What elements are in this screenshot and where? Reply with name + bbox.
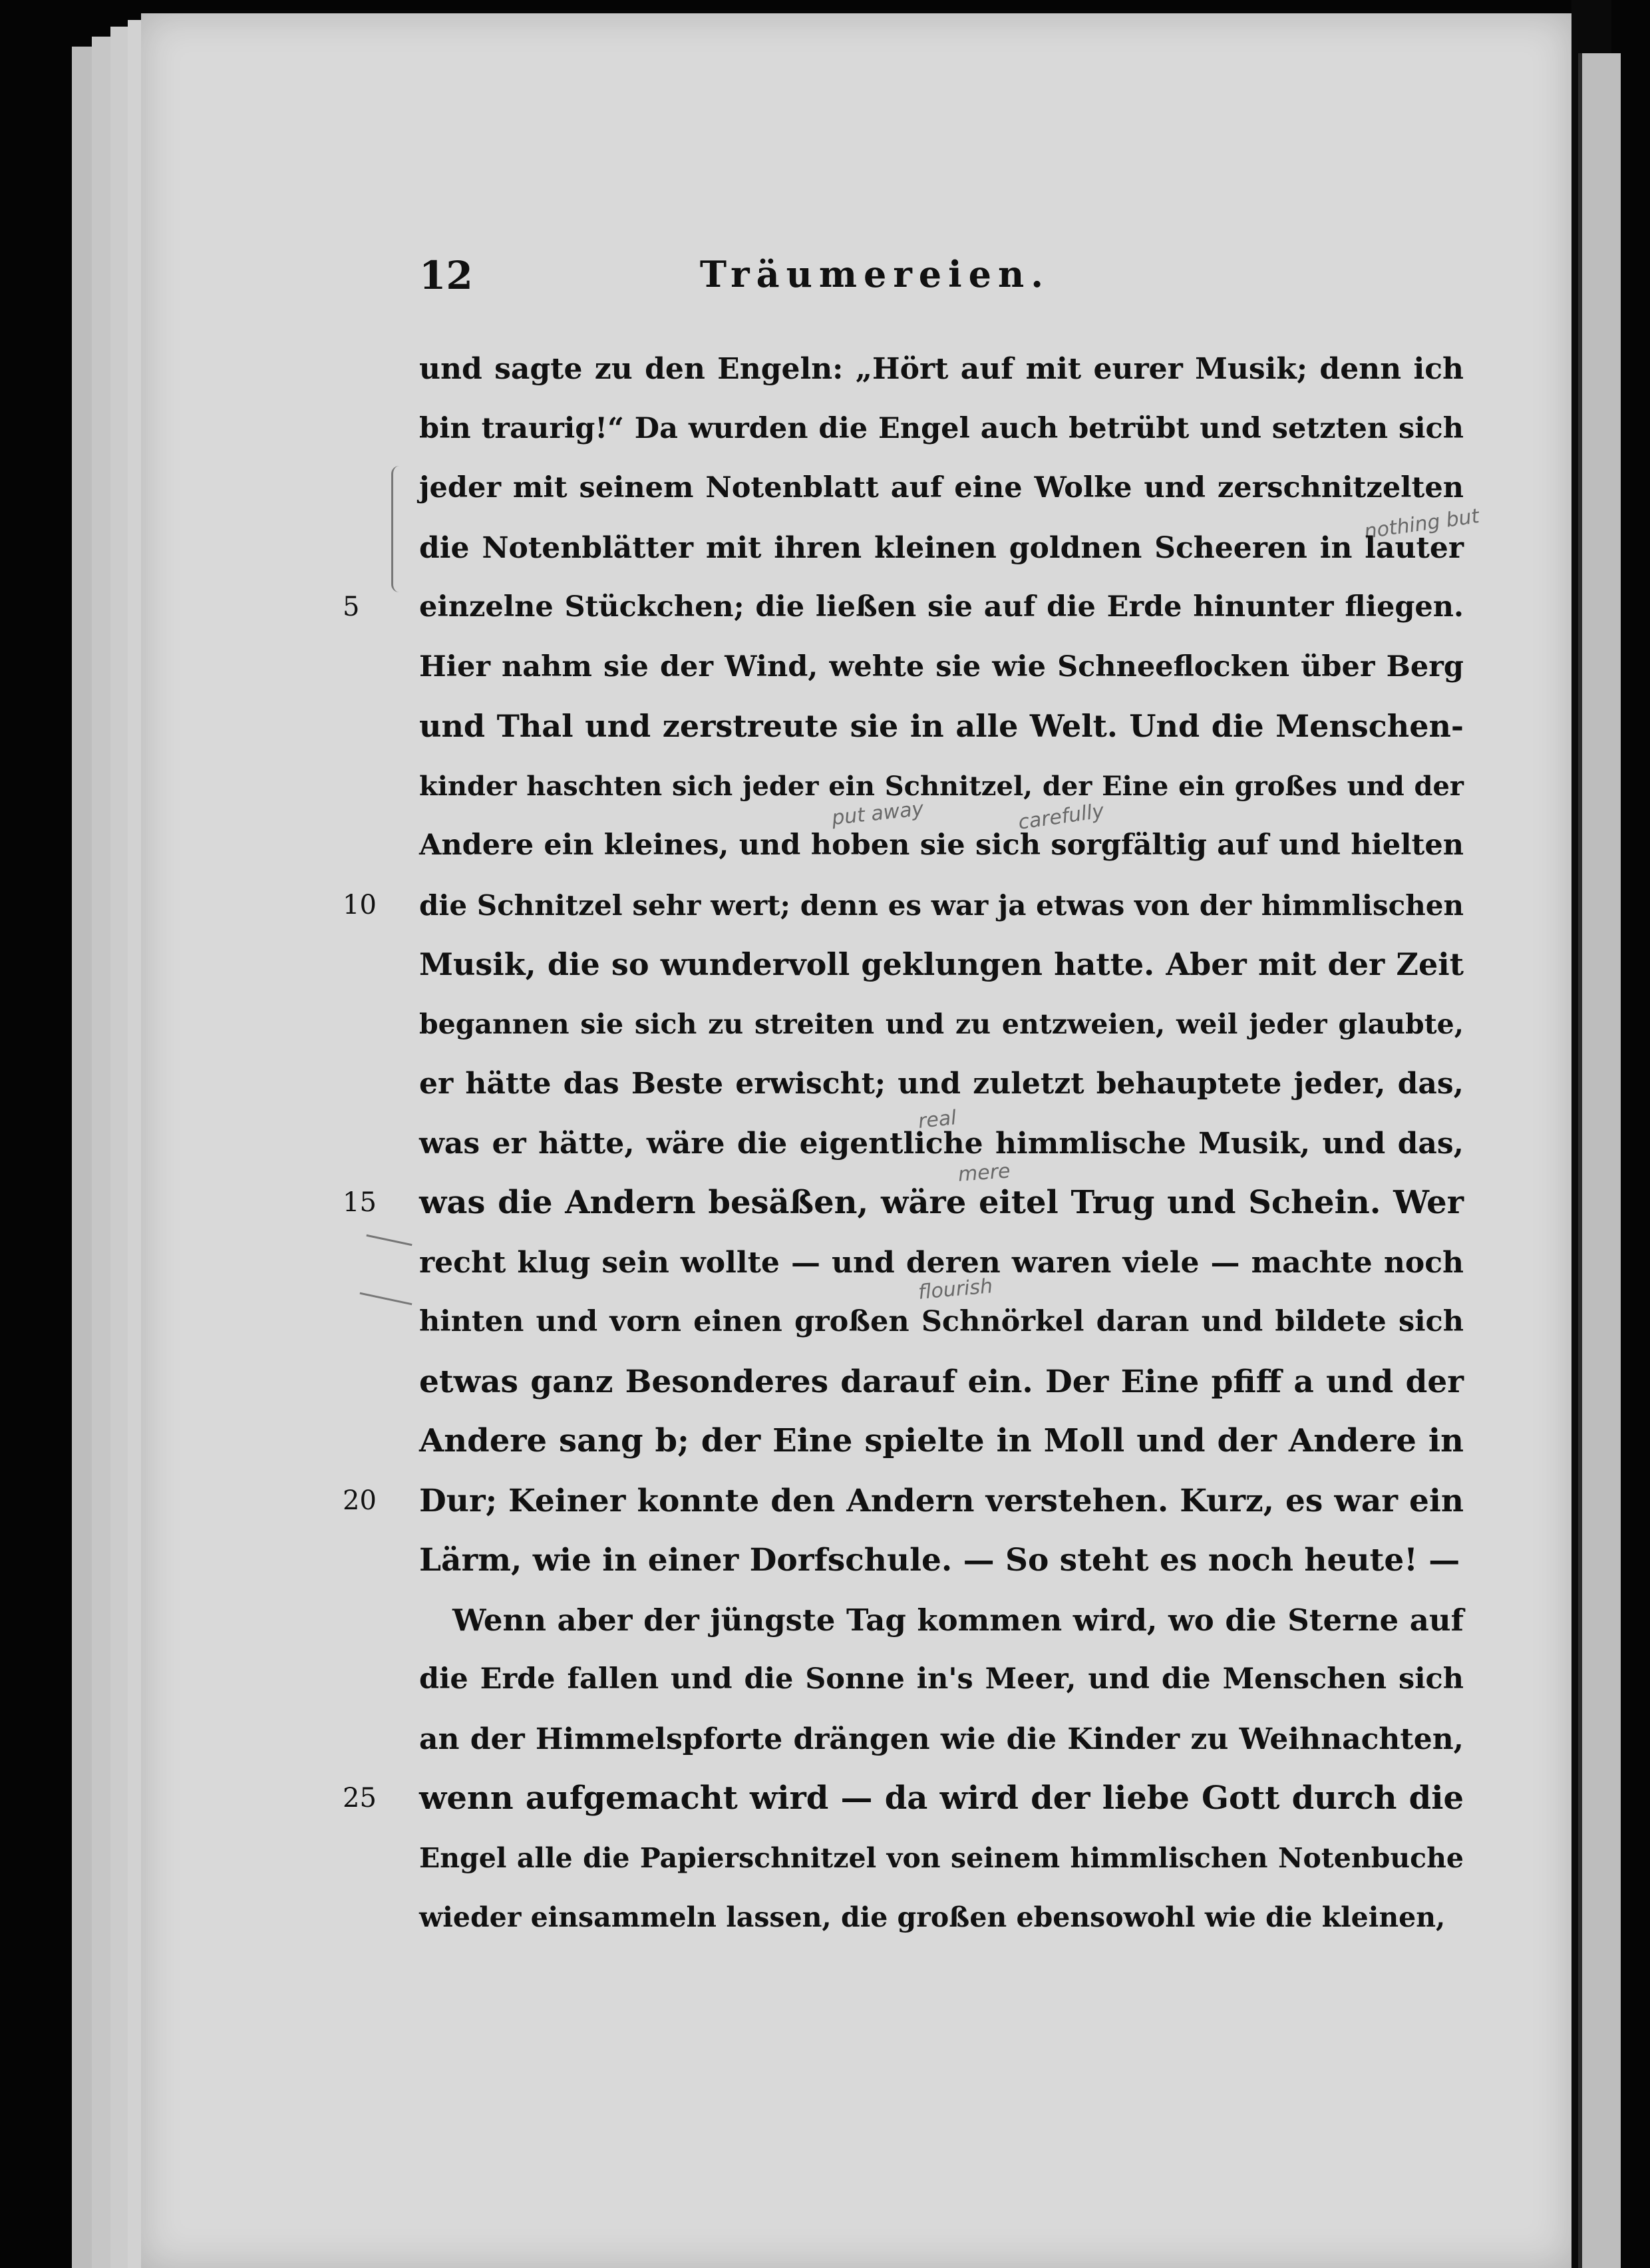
text-line-content: jeder mit seinem Notenblatt auf eine Wolke und zerschnitzelten xyxy=(419,471,1464,504)
body-text xyxy=(343,339,1464,1948)
text-line-content: recht klug sein wollte — und deren waren viele — machte noch xyxy=(419,1245,1464,1280)
text-line-content: an der Himmelspforte drängen wie die Kinder zu Weihnachten, xyxy=(419,1722,1464,1756)
text-line-content: die Notenblätter mit ihren kleinen goldnen Scheeren in lauter xyxy=(419,530,1464,565)
line-number: 20 xyxy=(343,1485,377,1516)
text-line xyxy=(419,1710,1464,1770)
text-line-content: Lärm, wie in einer Dorfschule. — So steht es noch heute! — xyxy=(419,1542,1460,1579)
text-line xyxy=(419,1531,1464,1591)
text-line xyxy=(419,638,1464,697)
text-line xyxy=(419,339,1464,399)
text-line-content: kinder haschten sich jeder ein Schnitzel, der Eine ein großes und der xyxy=(419,770,1464,802)
text-line-content: er hätte das Beste erwischt; und zuletzt behauptete jeder, das, xyxy=(419,1067,1464,1101)
text-line-content: was er hätte, wäre die eigentliche himmlische Musik, und das, xyxy=(419,1126,1464,1161)
text-line-content: wieder einsammeln lassen, die großen ebensowohl wie die kleinen, xyxy=(419,1901,1446,1933)
line-number: 15 xyxy=(343,1187,377,1218)
page-edge xyxy=(110,27,129,2268)
text-line-content: Musik, die so wundervoll geklungen hatte. Aber mit der Zeit xyxy=(419,946,1464,982)
running-title: Träumereien. xyxy=(699,253,1051,295)
text-line-content: hinten und vorn einen großen Schnörkel daran und bildete sich xyxy=(419,1305,1464,1338)
text-line xyxy=(343,876,1464,936)
line-number: 10 xyxy=(343,889,377,920)
text-line xyxy=(419,1054,1464,1114)
text-line-content: und sagte zu den Engeln: „Hört auf mit eurer Musik; denn ich xyxy=(419,352,1464,386)
text-line xyxy=(419,995,1464,1055)
text-line xyxy=(419,459,1464,518)
line-number: 25 xyxy=(343,1783,377,1813)
page-number: 12 xyxy=(419,253,473,298)
pencil-annotation: flourish xyxy=(917,1274,994,1304)
line-number: 5 xyxy=(343,592,360,622)
text-line xyxy=(419,697,1464,757)
pencil-bracket-mark xyxy=(391,466,404,592)
pencil-annotation: put away xyxy=(830,797,925,831)
text-line xyxy=(419,518,1464,578)
page-edge xyxy=(128,20,142,2268)
text-line-content: wenn aufgemacht wird — da wird der liebe Gott durch die xyxy=(419,1780,1464,1817)
text-line xyxy=(419,1829,1464,1889)
pencil-annotation: carefully xyxy=(1017,799,1106,835)
pencil-annotation: nothing but xyxy=(1363,504,1481,544)
text-line xyxy=(343,1471,1464,1531)
text-line-content: etwas ganz Besonderes darauf ein. Der Eine pfiff a und der xyxy=(419,1363,1464,1400)
text-line xyxy=(343,1769,1464,1829)
text-line-content: die Schnitzel sehr wert; denn es war ja etwas von der himmlischen xyxy=(419,888,1464,922)
text-line-content: was die Andern besäßen, wäre eitel Trug und Schein. Wer xyxy=(419,1184,1464,1221)
text-line xyxy=(419,399,1464,459)
text-line-content: Andere sang b; der Eine spielte in Moll und der Andere in xyxy=(419,1422,1464,1459)
text-line-content: Hier nahm sie der Wind, wehte sie wie Schneeflocken über Berg xyxy=(419,650,1464,683)
page-edge xyxy=(72,47,93,2268)
text-line xyxy=(343,578,1464,638)
text-line-content: bin traurig!“ Da wurden die Engel auch betrübt und setzten sich xyxy=(419,411,1464,445)
text-line-content: und Thal und zerstreute sie in alle Welt. Und die Menschen- xyxy=(419,708,1464,744)
pencil-annotation: mere xyxy=(957,1159,1011,1187)
text-line-content: Andere ein kleines, und hoben sie sich sorgfältig auf und hielten xyxy=(419,829,1464,862)
text-line-content: Dur; Keiner konnte den Andern verstehen. Kurz, es war ein xyxy=(419,1482,1464,1519)
text-line-content: die Erde fallen und die Sonne in's Meer, und die Menschen sich xyxy=(419,1662,1464,1696)
text-line-content: einzelne Stückchen; die ließen sie auf die Erde hinunter fliegen. xyxy=(419,590,1464,624)
text-line xyxy=(419,1888,1464,1948)
text-line-content: Wenn aber der jüngste Tag kommen wird, wo die Sterne auf xyxy=(452,1602,1464,1638)
text-line xyxy=(419,1233,1464,1293)
text-line xyxy=(419,1591,1464,1650)
text-line xyxy=(419,757,1464,817)
text-line xyxy=(419,1292,1464,1352)
next-page-edge xyxy=(1578,53,1621,2268)
text-line xyxy=(419,935,1464,995)
page-header xyxy=(286,253,1464,313)
page-edge xyxy=(92,37,112,2268)
text-line xyxy=(343,1173,1464,1233)
text-line xyxy=(419,1114,1464,1174)
text-line xyxy=(419,1412,1464,1471)
text-line xyxy=(419,1650,1464,1710)
pencil-annotation: real xyxy=(917,1106,958,1133)
text-line xyxy=(419,1352,1464,1412)
text-line xyxy=(419,816,1464,876)
text-line-content: begannen sie sich zu streiten und zu entzweien, weil jeder glaubte, xyxy=(419,1008,1464,1040)
text-line-content: Engel alle die Papierschnitzel von seinem himmlischen Notenbuche xyxy=(419,1841,1464,1874)
